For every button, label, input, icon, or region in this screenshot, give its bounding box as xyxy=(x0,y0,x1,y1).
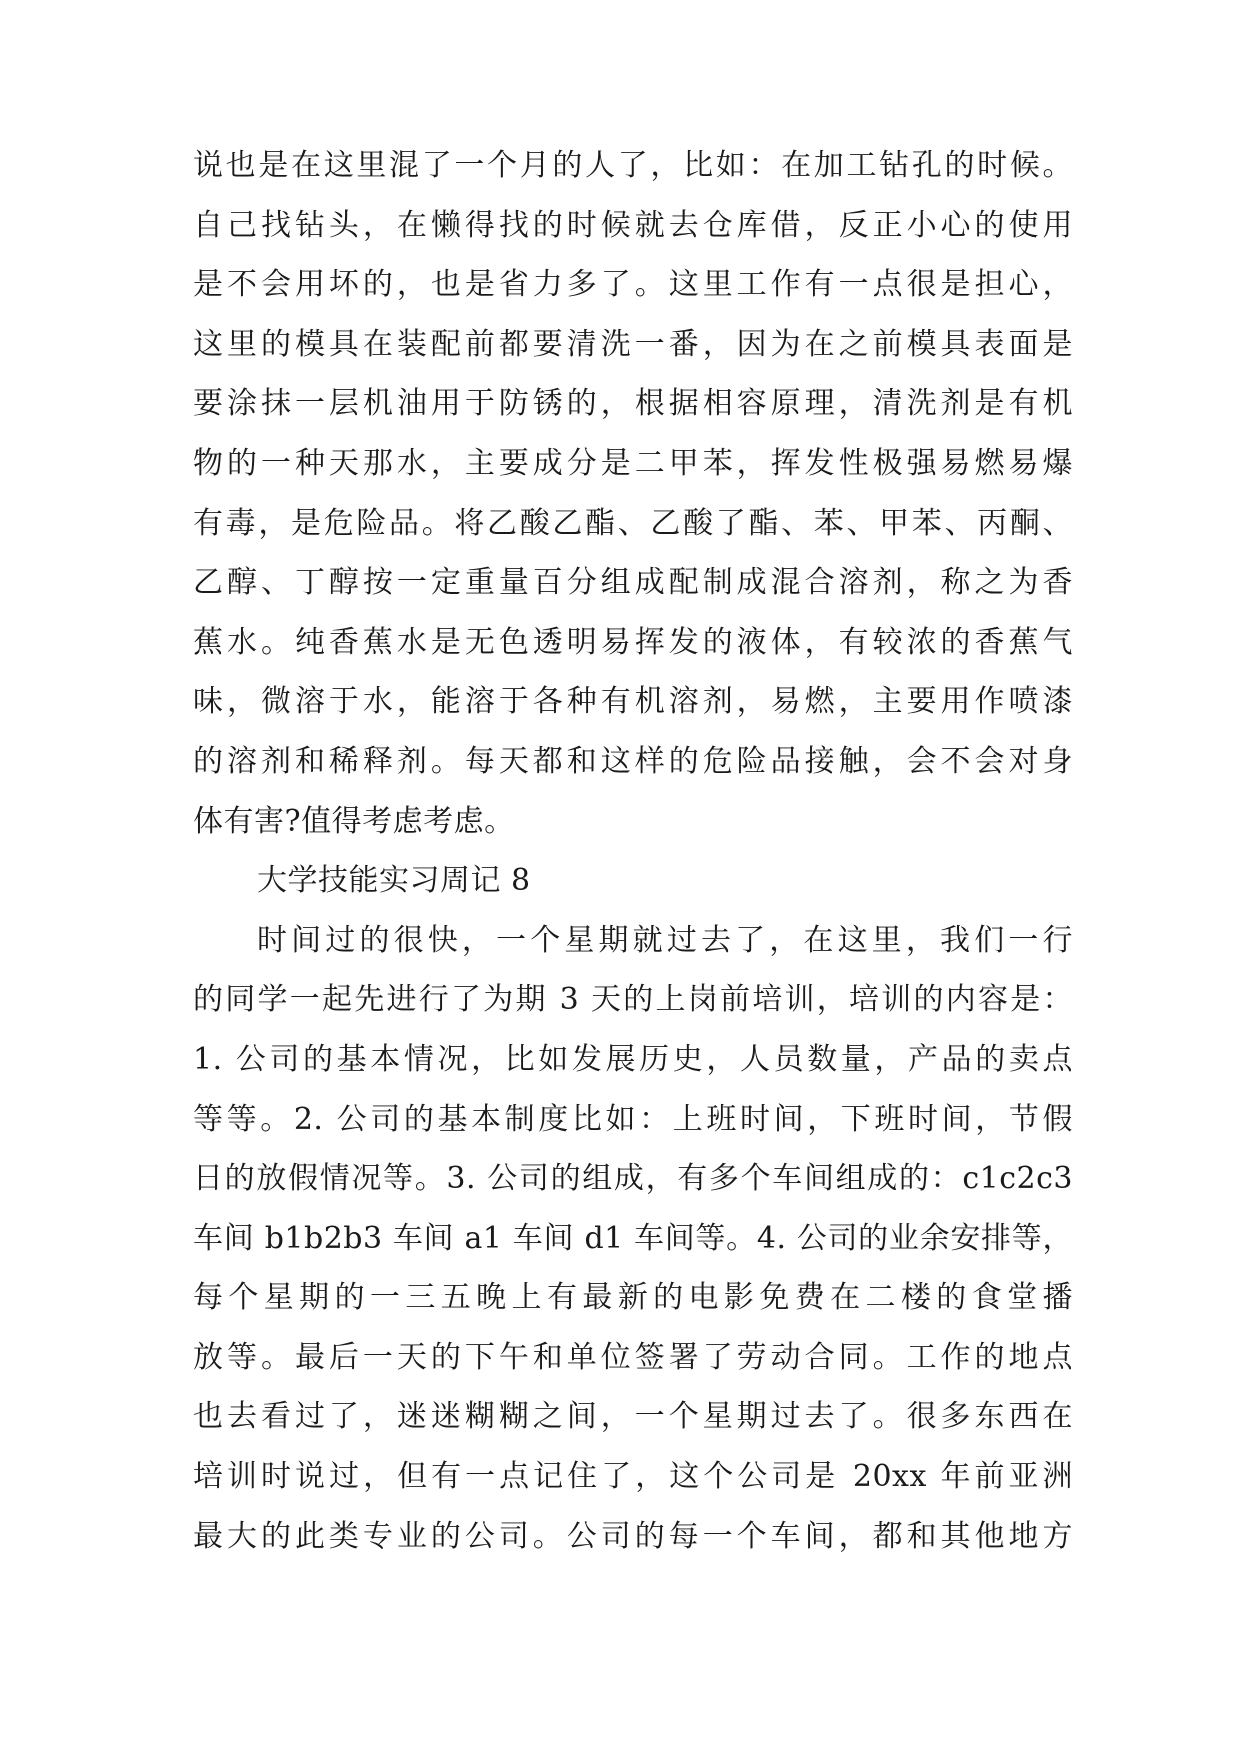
paragraph-1 xyxy=(193,136,1073,851)
text-line: 味，微溶于水，能溶于各种有机溶剂，易燃，主要用作喷漆 xyxy=(193,684,1073,720)
text-line: 1. 公司的基本情况，比如发展历史，人员数量，产品的卖点 xyxy=(193,1041,1073,1077)
text-line: 放等。最后一天的下午和单位签署了劳动合同。工作的地点 xyxy=(193,1339,1073,1375)
text-line: 说也是在这里混了一个月的人了，比如：在加工钻孔的时候。 xyxy=(193,148,1073,183)
paragraph-2 xyxy=(193,911,1073,1567)
text-line: 要涂抹一层机油用于防锈的，根据相容原理，清洗剂是有机 xyxy=(193,386,1073,422)
text-line: 也去看过了，迷迷糊糊之间，一个星期过去了。很多东西在 xyxy=(193,1399,1073,1435)
text-line: 的溶剂和稀释剂。每天都和这样的危险品接触，会不会对身 xyxy=(193,743,1073,779)
document-body xyxy=(193,136,1073,1566)
text-line: 最大的此类专业的公司。公司的每一个车间，都和其他地方 xyxy=(193,1518,1073,1554)
text-line: 蕉水。纯香蕉水是无色透明易挥发的液体，有较浓的香蕉气 xyxy=(193,624,1073,660)
text-line: 乙醇、丁醇按一定重量百分组成配制成混合溶剂，称之为香 xyxy=(193,565,1073,601)
text-line: 每个星期的一三五晚上有最新的电影免费在二楼的食堂播 xyxy=(193,1280,1073,1316)
section-heading: 大学技能实习周记 8 xyxy=(257,863,531,899)
text-line: 体有害?值得考虑考虑。 xyxy=(193,803,515,839)
text-line: 时间过的很快，一个星期就过去了，在这里，我们一行 xyxy=(257,922,1073,958)
text-line: 自己找钻头，在懒得找的时候就去仓库借，反正小心的使用 xyxy=(193,207,1073,243)
text-line: 培训时说过，但有一点记住了，这个公司是 20xx 年前亚洲 xyxy=(193,1459,1073,1495)
text-line: 日的放假情况等。3. 公司的组成，有多个车间组成的：c1c2c3 xyxy=(193,1161,1073,1197)
text-line: 等等。2. 公司的基本制度比如：上班时间，下班时间，节假 xyxy=(193,1101,1073,1137)
text-line: 有毒，是危险品。将乙酸乙酯、乙酸了酯、苯、甲苯、丙酮、 xyxy=(193,505,1073,541)
text-line: 的同学一起先进行了为期 3 天的上岗前培训，培训的内容是： xyxy=(193,982,1073,1018)
text-line: 是不会用坏的，也是省力多了。这里工作有一点很是担心， xyxy=(193,267,1073,303)
text-line: 这里的模具在装配前都要清洗一番，因为在之前模具表面是 xyxy=(193,326,1073,362)
text-line: 物的一种天那水，主要成分是二甲苯，挥发性极强易燃易爆 xyxy=(193,445,1073,481)
text-line: 车间 b1b2b3 车间 a1 车间 d1 车间等。4. 公司的业余安排等， xyxy=(193,1220,1073,1256)
